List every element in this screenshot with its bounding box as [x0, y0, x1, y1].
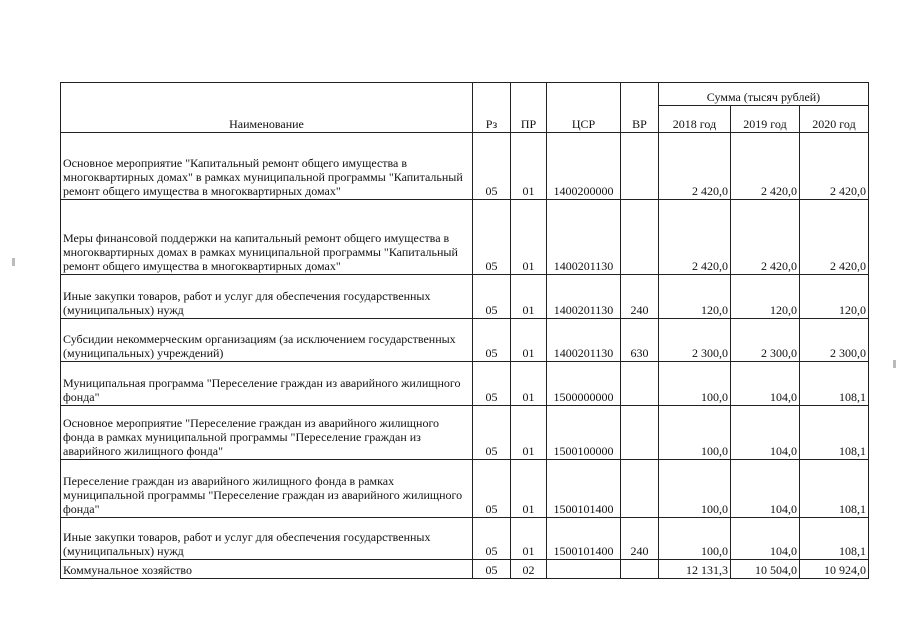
cell-rz: 05	[473, 560, 511, 579]
table-row	[61, 275, 869, 319]
cell-name: Иные закупки товаров, работ и услуг для обеспечения государственных (муниципальных) нужд	[61, 275, 473, 319]
cell-csr: 1500100000	[547, 406, 621, 460]
cell-csr: 1500000000	[547, 362, 621, 406]
cell-vr	[621, 362, 659, 406]
cell-2019: 10 504,0	[731, 560, 800, 579]
cell-rz: 05	[473, 133, 511, 200]
cell-csr: 1400201130	[547, 275, 621, 319]
cell-2020: 108,1	[800, 362, 869, 406]
header-2020: 2020 год	[800, 106, 869, 133]
cell-2020: 108,1	[800, 406, 869, 460]
cell-name: Субсидии некоммерческим организациям (за исключением государственных (муниципальных) учреждений)	[61, 319, 473, 362]
cell-2018: 100,0	[659, 518, 731, 560]
cell-rz: 05	[473, 275, 511, 319]
cell-2020: 2 420,0	[800, 200, 869, 275]
cell-rz: 05	[473, 460, 511, 518]
scan-mark	[893, 360, 896, 368]
header-2019: 2019 год	[731, 106, 800, 133]
cell-2018: 100,0	[659, 362, 731, 406]
cell-csr: 1400201130	[547, 200, 621, 275]
cell-csr: 1500101400	[547, 460, 621, 518]
cell-2020: 120,0	[800, 275, 869, 319]
header-pr: ПР	[511, 83, 547, 133]
cell-2020: 108,1	[800, 460, 869, 518]
cell-2019: 2 420,0	[731, 200, 800, 275]
table-row	[61, 460, 869, 518]
cell-vr	[621, 460, 659, 518]
header-vr: ВР	[621, 83, 659, 133]
cell-pr: 01	[511, 460, 547, 518]
cell-csr: 1400200000	[547, 133, 621, 200]
cell-vr	[621, 560, 659, 579]
table-row	[61, 560, 869, 579]
header-rz: Рз	[473, 83, 511, 133]
cell-name: Основное мероприятие "Капитальный ремонт общего имущества в многоквартирных домах" в рамках муниципальной программы "Капитальный ремонт общего имущества в многоквартирных домах"	[61, 133, 473, 200]
cell-2019: 104,0	[731, 406, 800, 460]
cell-2018: 12 131,3	[659, 560, 731, 579]
table-row	[61, 133, 869, 200]
cell-2019: 104,0	[731, 362, 800, 406]
cell-2018: 2 300,0	[659, 319, 731, 362]
cell-csr: 1400201130	[547, 319, 621, 362]
scan-mark	[12, 258, 15, 266]
cell-2018: 100,0	[659, 460, 731, 518]
cell-2019: 2 300,0	[731, 319, 800, 362]
budget-table	[60, 82, 869, 579]
cell-pr: 01	[511, 200, 547, 275]
table-row	[61, 406, 869, 460]
cell-2018: 2 420,0	[659, 200, 731, 275]
cell-name: Переселение граждан из аварийного жилищного фонда в рамках муниципальной программы "Переселение граждан из аварийного жилищного фонда"	[61, 460, 473, 518]
cell-pr: 02	[511, 560, 547, 579]
cell-csr: 1500101400	[547, 518, 621, 560]
cell-vr	[621, 406, 659, 460]
table-row	[61, 518, 869, 560]
cell-2018: 100,0	[659, 406, 731, 460]
cell-pr: 01	[511, 518, 547, 560]
cell-2019: 104,0	[731, 518, 800, 560]
cell-name: Меры финансовой поддержки на капитальный ремонт общего имущества в многоквартирных домах в рамках муниципальной программы "Капитальный ремонт общего имущества в многоквартирных домах"	[61, 200, 473, 275]
cell-name: Муниципальная программа "Переселение граждан из аварийного жилищного фонда"	[61, 362, 473, 406]
header-name: Наименование	[61, 83, 473, 133]
cell-pr: 01	[511, 275, 547, 319]
header-csr: ЦСР	[547, 83, 621, 133]
cell-name: Иные закупки товаров, работ и услуг для обеспечения государственных (муниципальных) нужд	[61, 518, 473, 560]
cell-2019: 120,0	[731, 275, 800, 319]
cell-rz: 05	[473, 362, 511, 406]
cell-2019: 2 420,0	[731, 133, 800, 200]
cell-vr: 240	[621, 275, 659, 319]
cell-2020: 2 420,0	[800, 133, 869, 200]
cell-csr	[547, 560, 621, 579]
cell-vr	[621, 133, 659, 200]
cell-name: Коммунальное хозяйство	[61, 560, 473, 579]
header-row-top	[61, 83, 869, 106]
table-row	[61, 200, 869, 275]
cell-pr: 01	[511, 133, 547, 200]
cell-2020: 10 924,0	[800, 560, 869, 579]
cell-pr: 01	[511, 406, 547, 460]
header-sum-group: Сумма (тысяч рублей)	[659, 83, 869, 106]
table-row	[61, 362, 869, 406]
table-row	[61, 319, 869, 362]
cell-pr: 01	[511, 319, 547, 362]
cell-2020: 2 300,0	[800, 319, 869, 362]
cell-vr: 240	[621, 518, 659, 560]
cell-name: Основное мероприятие "Переселение граждан из аварийного жилищного фонда в рамках муниципальной программы "Переселение граждан из аварийного жилищного фонда"	[61, 406, 473, 460]
cell-2018: 120,0	[659, 275, 731, 319]
cell-2019: 104,0	[731, 460, 800, 518]
cell-vr	[621, 200, 659, 275]
cell-2020: 108,1	[800, 518, 869, 560]
cell-2018: 2 420,0	[659, 133, 731, 200]
header-2018: 2018 год	[659, 106, 731, 133]
cell-rz: 05	[473, 518, 511, 560]
cell-rz: 05	[473, 319, 511, 362]
cell-vr: 630	[621, 319, 659, 362]
cell-pr: 01	[511, 362, 547, 406]
cell-rz: 05	[473, 200, 511, 275]
cell-rz: 05	[473, 406, 511, 460]
